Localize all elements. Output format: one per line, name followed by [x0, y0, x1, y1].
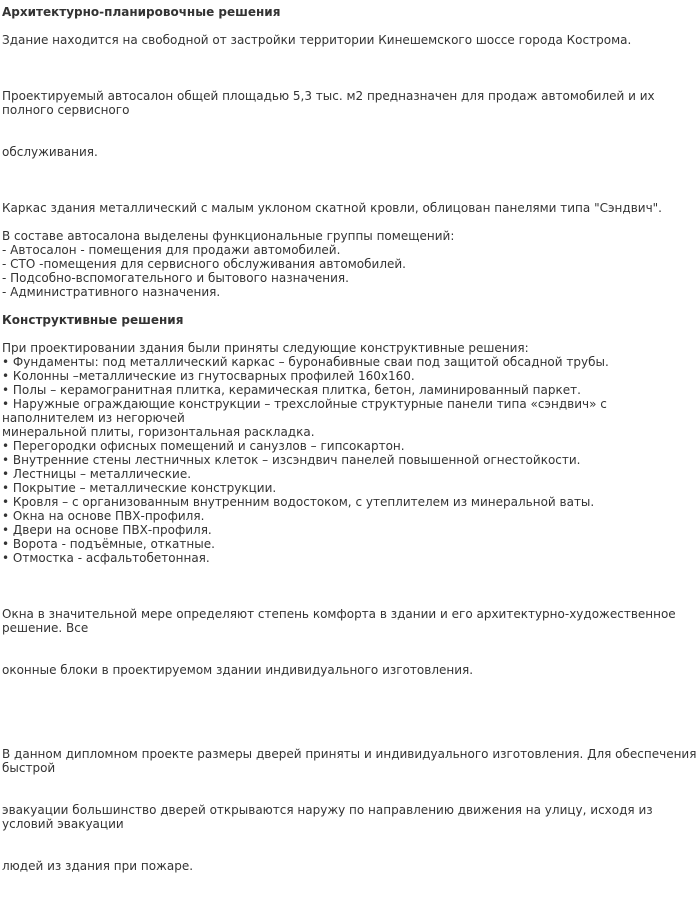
document-body — [0, 5, 700, 901]
paragraph-doors-line: В данном дипломном проекте размеры дверей приняты и индивидуального изготовления. Для обеспечения быстрой — [2, 747, 700, 775]
paragraph-area-line: Проектируемый автосалон общей площадью 5,3 тыс. м2 предназначен для продаж автомобилей и их полного сервисного — [2, 89, 659, 117]
list-item: • Колонны –металлические из гнутосварных профилей 160х160. — [2, 369, 415, 383]
list-item: • Полы – керамогранитная плитка, керамическая плитка, бетон, ламинированный паркет. — [2, 383, 581, 397]
list-item: • Внутренние стены лестничных клеток – изсэндвич панелей повышенной огнестойкости. — [2, 453, 581, 467]
list-item: - Автосалон - помещения для продажи автомобилей. — [2, 243, 341, 257]
list-item: - Административного назначения. — [2, 285, 221, 299]
list-item: • Отмостка - асфальтобетонная. — [2, 551, 210, 565]
list-item: минеральной плиты, горизонтальная раскладка. — [2, 425, 315, 439]
structural-solutions-intro: При проектировании здания были приняты следующие конструктивные решения: — [2, 341, 529, 355]
paragraph-windows-line: оконные блоки в проектируемом здании индивидуального изготовления. — [2, 663, 474, 677]
paragraph-windows-line: Окна в значительной мере определяют степень комфорта в здании и его архитектурно-художественное решение. Все — [2, 607, 680, 635]
structural-solutions-list — [0, 341, 700, 565]
heading-structural-solutions: Конструктивные решения — [2, 313, 184, 327]
paragraph-area-line: обслуживания. — [2, 145, 98, 159]
list-item: • Лестницы – металлические. — [2, 467, 192, 481]
list-item: • Покрытие – металлические конструкции. — [2, 481, 277, 495]
functional-groups-list — [0, 229, 700, 299]
heading-architectural-planning: Архитектурно-планировочные решения — [2, 5, 281, 19]
paragraph-doors-line: эвакуации большинство дверей открываются наружу по направлению движения на улицу, исходя из условий эвакуации — [2, 803, 657, 831]
list-item: - СТО -помещения для сервисного обслуживания автомобилей. — [2, 257, 406, 271]
list-item: • Окна на основе ПВХ-профиля. — [2, 509, 205, 523]
paragraph-frame: Каркас здания металлический с малым уклоном скатной кровли, облицован панелями типа "Сэндвич". — [2, 201, 662, 215]
paragraph-area — [0, 61, 700, 187]
paragraph-location: Здание находится на свободной от застройки территории Кинешемского шоссе города Кострома. — [2, 33, 632, 47]
list-item: • Перегородки офисных помещений и санузлов – гипсокартон. — [2, 439, 405, 453]
paragraph-windows — [0, 579, 700, 705]
paragraph-doors-line: людей из здания при пожаре. — [2, 859, 194, 873]
functional-groups-intro: В составе автосалона выделены функциональные группы помещений: — [2, 229, 455, 243]
list-item: • Кровля – с организованным внутренним водостоком, с утеплителем из минеральной ваты. — [2, 495, 595, 509]
list-item: • Двери на основе ПВХ-профиля. — [2, 523, 212, 537]
list-item: • Наружные ограждающие конструкции – трехслойные структурные панели типа «сэндвич» с наполнителем из негорючей — [2, 397, 607, 425]
list-item: - Подсобно-вспомогательного и бытового назначения. — [2, 271, 349, 285]
list-item: • Ворота - подъёмные, откатные. — [2, 537, 215, 551]
list-item: • Фундаменты: под металлический каркас – буронабивные сваи под защитой обсадной трубы. — [2, 355, 609, 369]
paragraph-doors — [0, 719, 700, 901]
